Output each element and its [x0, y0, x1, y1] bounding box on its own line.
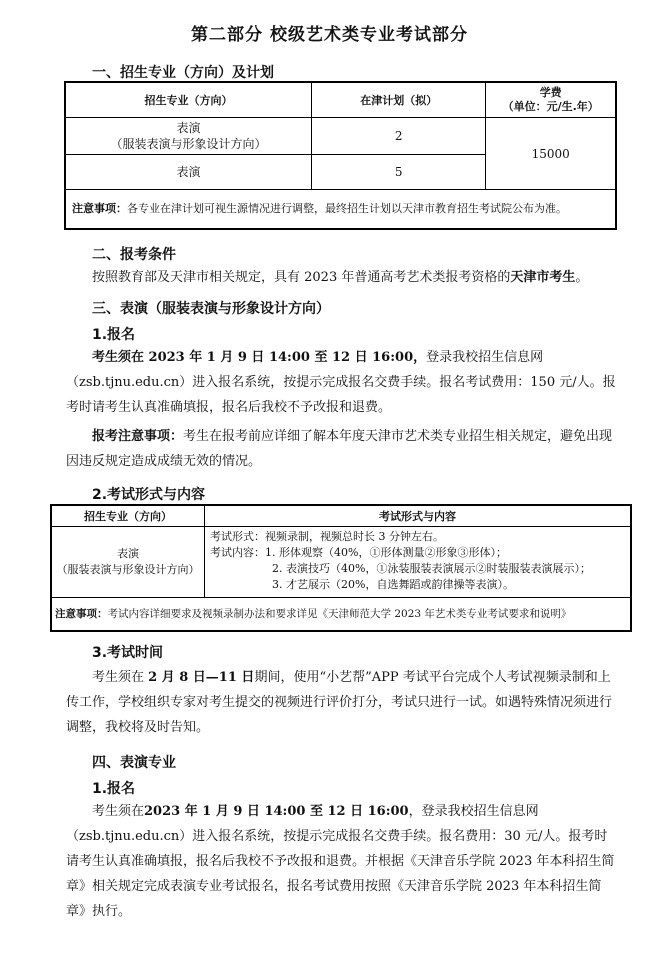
registration-text: 登录我校招生信息网（zsb.tjnu.edu.cn）进入报名系统，按提示完成报名交费手续。报名考试费用：150 元/人。报考时请考生认真准确填报，报名后我校不予改报和退费。 [66, 350, 616, 415]
exam-major-line2: （服装表演与形象设计方向） [56, 563, 200, 576]
note-text: 各专业在津计划可视生源情况进行调整，最终招生计划以天津市教育招生考试院公布为准。 [127, 202, 567, 215]
exam-line-talent: 3. 才艺展示（20%，自选舞蹈或韵律操等表演）。 [272, 578, 514, 591]
section3-sub1-para [66, 345, 616, 420]
header-fee-line2: （单位：元/生.年） [502, 100, 599, 113]
table-row [51, 527, 631, 598]
table-note-row [65, 190, 616, 230]
s4-reg-after: ，登录我校招生信息网（zsb.tjnu.edu.cn）进入报名系统，按提示完成报名交费手续。报名费用：30 元/人。报考时请考生认真准确填报，报名后我校不予改报和退费。并根据《天津音乐学院 2023 年本科招生简章》相关规定完成表演专业考试报名，报名考试费用按照《天津音乐学院 2023 年本科招生简章》执行。 [66, 804, 615, 919]
registration-note-label: 报考注意事项： [92, 429, 184, 444]
header-major: 招生专业（方向） [65, 82, 312, 118]
section1-heading: 一、招生专业（方向）及计划 [92, 65, 274, 81]
exam-line-content: 考试内容：1. 形体观察（40%，①形体测量②形象③形体）； [210, 546, 507, 559]
section2-text-bold: 天津市考生 [510, 270, 576, 285]
section4-sub1-heading: 1.报名 [92, 781, 136, 797]
header-fee-line1: 学费 [539, 86, 562, 99]
exam-major [51, 527, 205, 598]
row1-major-line1: 表演 [176, 121, 201, 135]
page-title: 第二部分 校级艺术类专业考试部分 [191, 25, 468, 45]
exam-time-after: 期间，使用“小艺帮”APP 考试平台完成个人考试视频录制和上传工作，学校组织专家对考生提交的视频进行评价打分，考试只进行一试。如遇特殊情况须进行调整，我校将及时告知。 [66, 670, 613, 735]
fee-value: 15000 [486, 118, 616, 190]
row1-plan: 2 [312, 118, 486, 155]
plan-table [64, 81, 617, 230]
exam-header-major: 招生专业（方向） [51, 505, 205, 527]
exam-time-before: 考生须在 [92, 670, 149, 685]
exam-table [50, 504, 632, 632]
row2-plan: 5 [312, 155, 486, 190]
section2-text-after: 。 [575, 270, 589, 285]
section2-text-before: 按照教育部及天津市相关规定，具有 2023 年普通高考艺术类报考资格的 [92, 270, 511, 285]
row2-major: 表演 [65, 155, 312, 190]
section2-heading: 二、报考条件 [92, 247, 176, 263]
section3-sub3-heading: 3.考试时间 [92, 645, 164, 661]
exam-note [51, 598, 631, 632]
exam-content [205, 527, 632, 598]
table-note-row [51, 598, 631, 632]
plan-table-header [65, 82, 616, 118]
section3-sub3-para [66, 665, 616, 740]
section3-heading: 三、表演（服装表演与形象设计方向） [92, 301, 330, 317]
s4-reg-period: 2023 年 1 月 9 日 14:00 至 12 日 16:00 [144, 804, 409, 819]
exam-note-label: 注意事项： [55, 608, 108, 620]
note-label: 注意事项： [72, 202, 127, 215]
section4-heading: 四、表演专业 [92, 755, 176, 771]
exam-major-line1: 表演 [117, 547, 139, 560]
exam-note-text: 考试内容详细要求及视频录制办法和要求详见《天津师范大学 2023 年艺术类专业考试要求和说明》 [107, 608, 572, 620]
exam-line-form: 考试形式：视频录制，视频总时长 3 分钟左右。 [210, 530, 444, 543]
section3-sub1-body [66, 345, 616, 474]
section3-sub3-body [66, 665, 616, 740]
section3-sub1-heading: 1.报名 [92, 327, 136, 343]
exam-line-skill: 2. 表演技巧（40%，①泳装服装表演展示②时装服装表演展示）； [272, 562, 591, 575]
table-row [65, 118, 616, 155]
registration-period: 考生须在 2023 年 1 月 9 日 14:00 至 12 日 16:00， [92, 350, 427, 365]
table-note [65, 190, 616, 230]
row1-major-line2: （服装表演与形象设计方向） [110, 137, 267, 151]
section3-sub1-note [66, 424, 616, 474]
section3-sub2-heading: 2.考试形式与内容 [92, 487, 206, 503]
section4-sub1-para [66, 799, 616, 924]
registration-note-text: 考生在报考前应详细了解本年度天津市艺术类专业招生相关规定，避免出现因违反规定造成成绩无效的情况。 [66, 429, 613, 469]
section4-sub1-body [66, 799, 616, 924]
exam-header-content: 考试形式与内容 [205, 505, 632, 527]
s4-reg-before: 考生须在 [92, 804, 145, 819]
header-plan: 在津计划（拟） [312, 82, 486, 118]
exam-table-header [51, 505, 631, 527]
header-fee [486, 82, 616, 118]
exam-time-dates: 2 月 8 日—11 日 [148, 670, 255, 685]
row1-major [65, 118, 312, 155]
section2-text [92, 265, 632, 290]
